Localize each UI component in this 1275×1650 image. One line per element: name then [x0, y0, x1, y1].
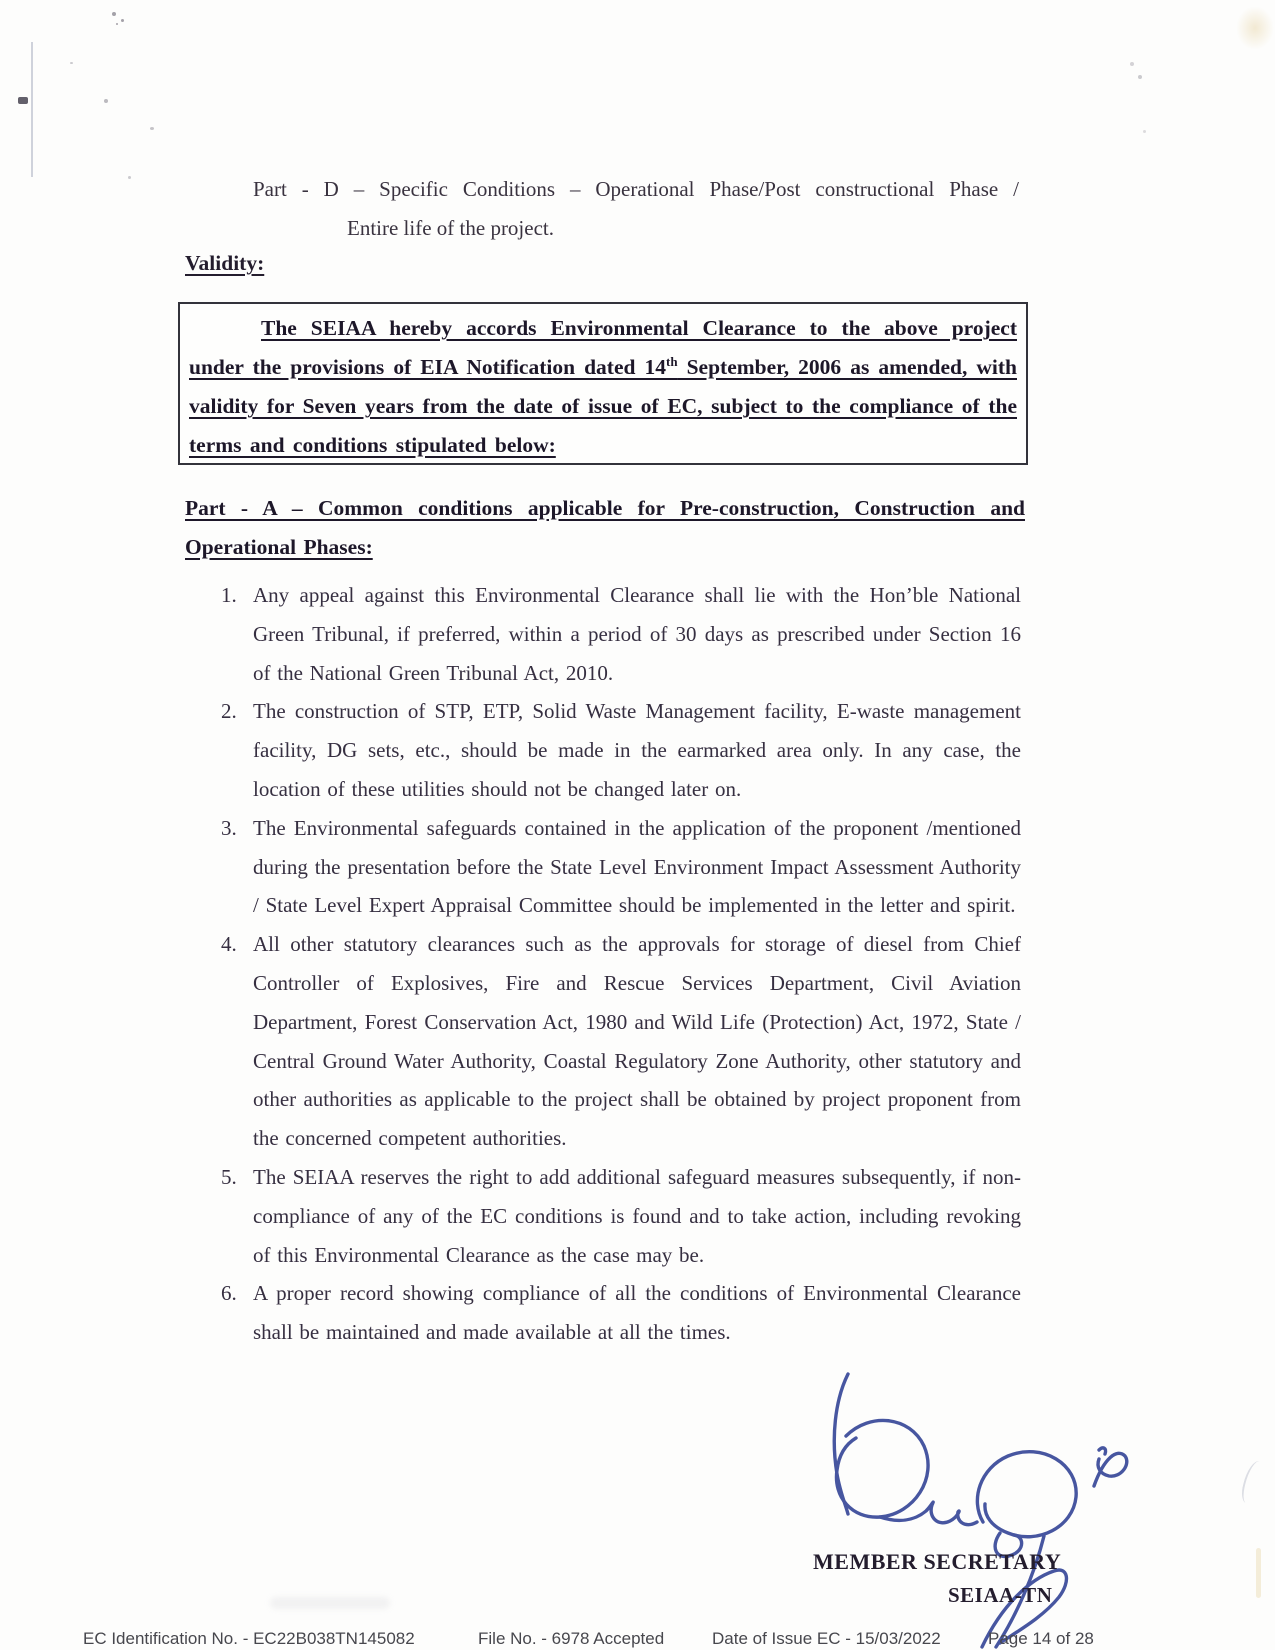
- conditions-list: [185, 576, 1021, 1352]
- ordinal-superscript: th: [666, 353, 678, 369]
- scan-speckle: [1130, 62, 1134, 66]
- ec-identification-number: EC Identification No. - EC22B038TN145082: [83, 1629, 415, 1648]
- part-d-heading-line1: Part - D – Specific Conditions – Operational Phase/Post constructional Phase /: [253, 177, 1019, 201]
- validity-label: Validity:: [185, 251, 265, 275]
- scan-speckle: [128, 176, 131, 179]
- scan-speckle: [104, 99, 108, 103]
- condition-number: 6.: [221, 1281, 237, 1306]
- scan-smudge: [1236, 6, 1274, 50]
- scan-speckle: [150, 127, 154, 130]
- signatory-title: MEMBER SECRETARY: [813, 1549, 1062, 1574]
- date-of-issue: Date of Issue EC - 15/03/2022: [712, 1629, 941, 1648]
- file-number: File No. - 6978 Accepted: [478, 1629, 665, 1648]
- condition-text: The construction of STP, ETP, Solid Waste Management facility, E-waste management facility, DG sets, etc., should be made in the earmarked area only. In any case, the location of these utilities should not be changed later on.: [253, 699, 1021, 801]
- part-d-heading-line2: Entire life of the project.: [347, 215, 554, 240]
- scan-speckle: [1138, 75, 1142, 79]
- scan-speckle: [116, 23, 118, 25]
- page-number: Page 14 of 28: [988, 1629, 1094, 1648]
- condition-number: 1.: [221, 583, 237, 607]
- condition-item: [185, 809, 1021, 925]
- part-a-heading: Part - A – Common conditions applicable for Pre-construction, Construction and Operational Phases:: [185, 496, 1025, 559]
- condition-text: The SEIAA reserves the right to add additional safeguard measures subsequently, if non-compliance of any of the EC conditions is found and to take action, including revoking of this Environmental Clearance as the case may be.: [253, 1164, 1021, 1267]
- condition-item: [185, 1274, 1021, 1352]
- condition-number: 2.: [221, 699, 237, 724]
- condition-text: Any appeal against this Environmental Clearance shall lie with the Hon’ble National Green Tribunal, if preferred, within a period of 30 days as prescribed under Section 16 of the National Green Tribunal Act, 2010.: [253, 583, 1021, 685]
- scan-scratch: [1239, 1458, 1267, 1505]
- part-d-heading: [253, 170, 1019, 247]
- scan-speckle: [121, 19, 124, 22]
- condition-text: All other statutory clearances such as the approvals for storage of diesel from Chief Controller of Explosives, Fire and Rescue Services Department, Civil Aviation Department, Forest Conservation Act, 1980 and Wild Life (Protection) Act, 1972, State / Central Ground Water Authority, Coastal Regulatory Zone Authority, other statutory and other authorities as applicable to the project shall be obtained by project proponent from the concerned competent authorities.: [253, 932, 1021, 1151]
- scan-smudge: [270, 1597, 390, 1609]
- condition-item: [185, 576, 1021, 692]
- scan-speckle: [1143, 130, 1146, 133]
- scan-speckle: [70, 62, 73, 64]
- scan-speckle: [112, 12, 116, 16]
- condition-number: 3.: [221, 815, 237, 840]
- condition-item: [185, 925, 1021, 1158]
- condition-item: [185, 1158, 1021, 1274]
- scan-edge-mark: [18, 97, 28, 104]
- condition-text: The Environmental safeguards contained in the application of the proponent /mentioned during the presentation before the State Level Environment Impact Assessment Authority / State Level Expert Appraisal Committee should be implemented in the letter and spirit.: [253, 815, 1021, 918]
- clearance-statement-box: [178, 302, 1028, 465]
- page-footer: [0, 1629, 1275, 1650]
- scan-edge-line: [31, 42, 33, 177]
- condition-item: [185, 692, 1021, 808]
- scan-stain: [1256, 1548, 1261, 1598]
- signatory-organisation: SEIAA-TN: [948, 1583, 1053, 1607]
- condition-number: 5.: [221, 1164, 237, 1189]
- clearance-text-part2: September, 2006 as amended, with validity for Seven years from the date of issue of EC, subject to the compliance of the terms and conditions stipulated below:: [189, 355, 1017, 457]
- clearance-text-part1: The SEIAA hereby accords Environmental Clearance to the above project under the provisions of EIA Notification dated 14: [189, 316, 1017, 379]
- condition-number: 4.: [221, 932, 237, 957]
- clearance-statement-text: [189, 309, 1017, 465]
- condition-text: A proper record showing compliance of all the conditions of Environmental Clearance shall be maintained and made available at all the times.: [253, 1281, 1021, 1345]
